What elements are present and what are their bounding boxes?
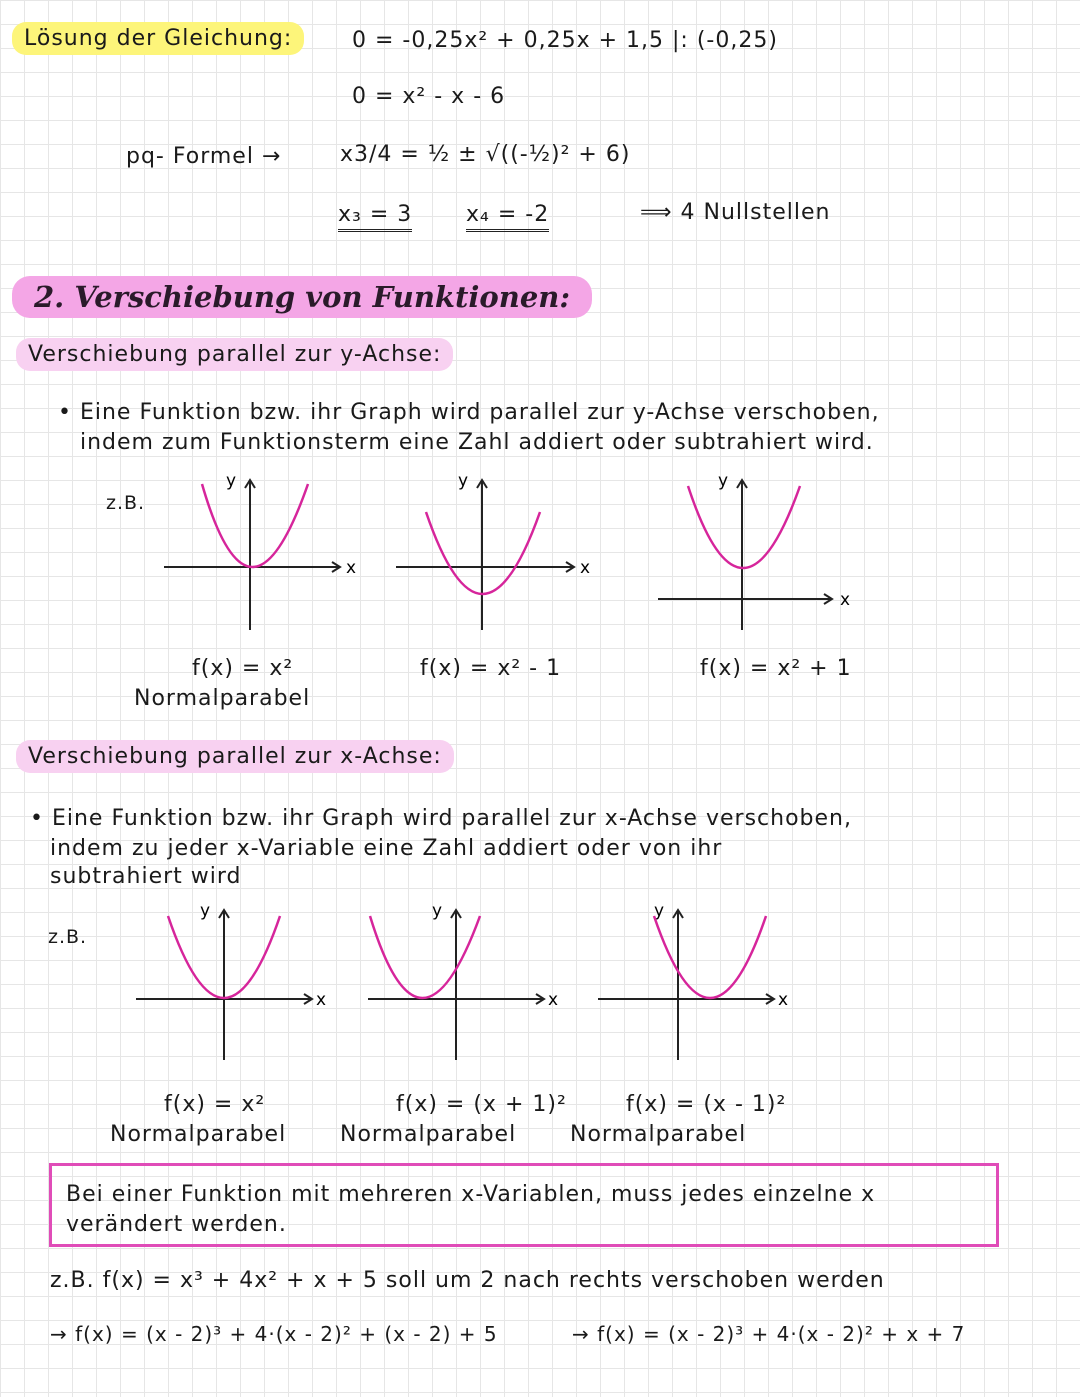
conclusion-text: ⟹ 4 Nullstellen xyxy=(640,200,831,225)
example-line-2b: → f(x) = (x - 2)³ + 4·(x - 2)² + x + 7 xyxy=(572,1322,966,1346)
graph-x-shift-right xyxy=(596,902,796,1062)
y-shift-text-1: • Eine Funktion bzw. ihr Graph wird parallel zur y-Achse verschoben, xyxy=(58,400,880,425)
equation-2: 0 = x² - x - 6 xyxy=(352,84,506,109)
section-heading: 2. Verschiebung von Funktionen: xyxy=(12,276,592,318)
equation-1: 0 = -0,25x² + 0,25x + 1,5 |: (-0,25) xyxy=(352,28,778,53)
parabola-curve xyxy=(654,916,766,998)
x-shift-text-2: indem zu jeder x-Variable eine Zahl addiert oder von ihr xyxy=(50,836,723,861)
x-axis-label: x xyxy=(580,558,591,578)
y-axis-label: y xyxy=(200,901,211,921)
graph-parabola-minus-1 xyxy=(394,472,594,632)
x-shift-text-1: • Eine Funktion bzw. ihr Graph wird parallel zur x-Achse verschoben, xyxy=(30,806,852,831)
y-shift-text-2: indem zum Funktionsterm eine Zahl addiert oder subtrahiert wird. xyxy=(80,430,874,455)
example-line-2a: → f(x) = (x - 2)³ + 4·(x - 2)² + (x - 2) + 5 xyxy=(50,1322,498,1346)
y-axis-label: y xyxy=(654,901,665,921)
x-shift-text-3: subtrahiert wird xyxy=(50,864,242,889)
x-graph-1-formula: f(x) = x² xyxy=(164,1092,266,1117)
y-axis-label: y xyxy=(718,471,729,491)
x-shift-example-label: z.B. xyxy=(48,926,88,948)
note-box xyxy=(49,1163,999,1247)
x-shift-title: Verschiebung parallel zur x-Achse: xyxy=(16,740,454,773)
x-axis-label: x xyxy=(840,590,851,610)
x-graph-1-caption: Normalparabel xyxy=(110,1122,287,1147)
graph-normal-parabola-1 xyxy=(160,472,360,632)
graph-x-normal-parabola xyxy=(134,902,334,1062)
solution-label: Lösung der Gleichung: xyxy=(12,22,304,55)
parabola-curve xyxy=(202,484,308,567)
y-axis-label: y xyxy=(226,471,237,491)
pq-formula: x3/4 = ½ ± √((-½)² + 6) xyxy=(340,142,631,167)
pq-formula-label: pq- Formel → xyxy=(126,144,282,169)
x-axis-label: x xyxy=(778,990,789,1010)
x-axis-label: x xyxy=(316,990,327,1010)
y-axis-label: y xyxy=(432,901,443,921)
x-graph-2-caption: Normalparabel xyxy=(340,1122,517,1147)
y-graph-2-formula: f(x) = x² - 1 xyxy=(420,656,562,681)
x-graph-2-formula: f(x) = (x + 1)² xyxy=(396,1092,567,1117)
y-shift-title: Verschiebung parallel zur y-Achse: xyxy=(16,338,453,371)
graph-x-shift-left xyxy=(366,902,566,1062)
x-graph-3-formula: f(x) = (x - 1)² xyxy=(626,1092,787,1117)
x-axis-label: x xyxy=(548,990,559,1010)
parabola-curve xyxy=(370,916,480,998)
root-x4: x₄ = -2 xyxy=(466,202,549,232)
x-graph-3-caption: Normalparabel xyxy=(570,1122,747,1147)
graph-parabola-plus-1 xyxy=(656,472,856,632)
y-axis-label: y xyxy=(458,471,469,491)
root-x3: x₃ = 3 xyxy=(338,202,412,232)
x-axis-label: x xyxy=(346,558,357,578)
y-graph-1-formula: f(x) = x² xyxy=(192,656,294,681)
parabola-curve xyxy=(688,486,800,568)
example-line-1: z.B. f(x) = x³ + 4x² + x + 5 soll um 2 nach rechts verschoben werden xyxy=(50,1268,885,1293)
note-text: Bei einer Funktion mit mehreren x-Variablen, muss jedes einzelne x verändert werden. xyxy=(66,1182,876,1237)
y-shift-example-label: z.B. xyxy=(106,492,146,514)
y-graph-3-formula: f(x) = x² + 1 xyxy=(700,656,852,681)
y-graph-1-caption: Normalparabel xyxy=(134,686,311,711)
